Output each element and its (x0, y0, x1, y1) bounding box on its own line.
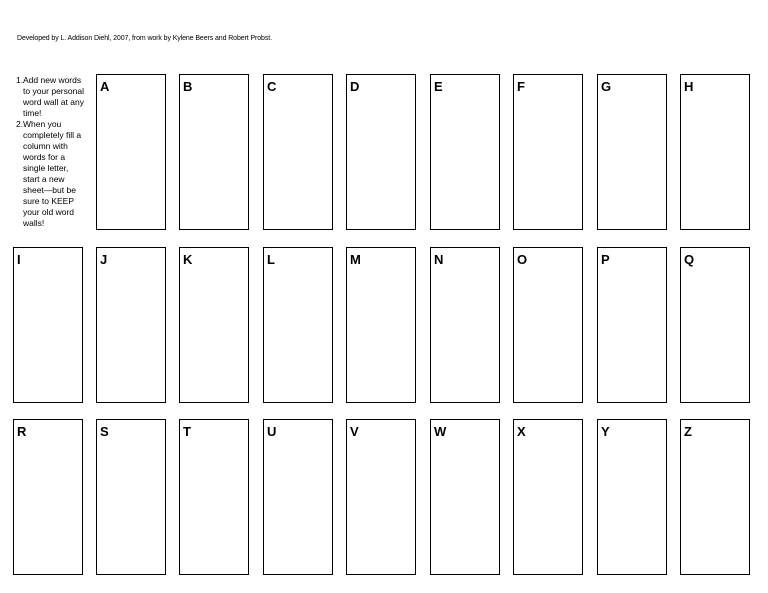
letter-box-u[interactable] (263, 419, 333, 575)
letter-box-k[interactable] (179, 247, 249, 403)
letter-box-r[interactable] (13, 419, 83, 575)
letter-box-o[interactable] (513, 247, 583, 403)
instruction-text: When you completely fill a column with words for a single letter, start a new sheet—but be sure to KEEP your old word walls! (23, 119, 82, 228)
letter-box-w[interactable] (430, 419, 500, 575)
letter-label: T (183, 424, 191, 439)
letter-label: A (100, 79, 110, 94)
letter-box-q[interactable] (680, 247, 750, 403)
letter-box-e[interactable] (430, 74, 500, 230)
letter-box-d[interactable] (346, 74, 416, 230)
letter-box-m[interactable] (346, 247, 416, 403)
letter-label: M (350, 252, 361, 267)
letter-box-i[interactable] (13, 247, 83, 403)
letter-label: V (350, 424, 359, 439)
letter-label: P (601, 252, 610, 267)
letter-label: R (17, 424, 27, 439)
instructions-list (16, 75, 86, 229)
letter-label: I (17, 252, 21, 267)
letter-box-x[interactable] (513, 419, 583, 575)
instruction-item (16, 119, 86, 229)
letter-label: J (100, 252, 108, 267)
letter-label: B (183, 79, 193, 94)
instruction-item (16, 75, 86, 119)
letter-label: G (601, 79, 612, 94)
letter-label: X (517, 424, 526, 439)
letter-box-l[interactable] (263, 247, 333, 403)
letter-box-t[interactable] (179, 419, 249, 575)
letter-label: D (350, 79, 360, 94)
letter-label: E (434, 79, 443, 94)
letter-box-c[interactable] (263, 74, 333, 230)
letter-label: Y (601, 424, 610, 439)
letter-label: Q (684, 252, 695, 267)
letter-box-v[interactable] (346, 419, 416, 575)
credit-line: Developed by L. Addison Diehl, 2007, from work by Kylene Beers and Robert Probst. (17, 35, 272, 42)
letter-label: L (267, 252, 275, 267)
letter-box-f[interactable] (513, 74, 583, 230)
letter-label: W (434, 424, 447, 439)
letter-box-z[interactable] (680, 419, 750, 575)
letter-box-p[interactable] (597, 247, 667, 403)
letter-label: Z (684, 424, 692, 439)
letter-box-y[interactable] (597, 419, 667, 575)
letter-label: F (517, 79, 525, 94)
letter-box-j[interactable] (96, 247, 166, 403)
letter-box-b[interactable] (179, 74, 249, 230)
letter-label: C (267, 79, 277, 94)
letter-label: O (517, 252, 528, 267)
letter-box-s[interactable] (96, 419, 166, 575)
letter-box-n[interactable] (430, 247, 500, 403)
letter-box-a[interactable] (96, 74, 166, 230)
letter-label: N (434, 252, 444, 267)
letter-label: K (183, 252, 193, 267)
letter-label: H (684, 79, 694, 94)
letter-label: S (100, 424, 109, 439)
instruction-text: Add new words to your personal word wall at any time! (23, 75, 84, 118)
letter-box-g[interactable] (597, 74, 667, 230)
instruction-number: 1. (16, 75, 24, 85)
letter-box-h[interactable] (680, 74, 750, 230)
instruction-number: 2. (16, 119, 24, 129)
letter-label: U (267, 424, 277, 439)
